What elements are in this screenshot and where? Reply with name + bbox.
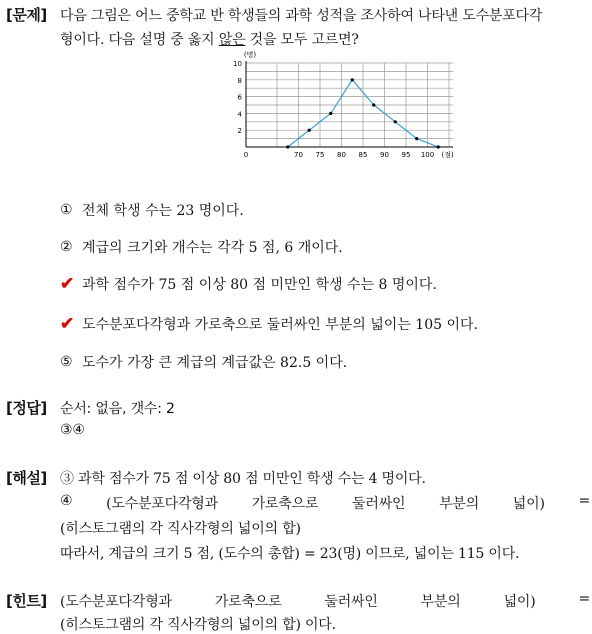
chart-labels bbox=[233, 50, 454, 159]
option-4-text: 도수분포다각형과 가로축으로 둘러싸인 부분의 넓이는 105 이다. bbox=[82, 317, 478, 333]
problem-underlined-word: 않은 bbox=[218, 32, 246, 48]
explanation-line-2 bbox=[60, 493, 590, 513]
y-tick-label: 6 bbox=[237, 93, 242, 102]
hint-word: = bbox=[578, 591, 590, 607]
x-tick-label: 90 bbox=[380, 151, 389, 159]
y-tick-label: 10 bbox=[233, 60, 242, 68]
problem-line-2 bbox=[60, 29, 359, 49]
hint-line-1 bbox=[60, 591, 590, 611]
option-3-text: 과학 점수가 75 점 이상 80 점 미만인 학생 수는 8 명이다. bbox=[82, 277, 437, 293]
hint-word: 부분의 bbox=[420, 594, 461, 610]
problem-line-2-post: 것을 모두 고르면? bbox=[245, 32, 359, 48]
hint-word: (도수분포다각형과 bbox=[60, 594, 172, 610]
data-point bbox=[308, 129, 311, 132]
x-tick-label: 80 bbox=[337, 151, 346, 159]
y-tick-label: 8 bbox=[237, 76, 242, 85]
explanation-word: 부분의 bbox=[439, 496, 480, 512]
explanation-word: 둘러싸인 bbox=[352, 496, 406, 512]
explanation-line-1: ③ 과학 점수가 75 점 이상 80 점 미만인 학생 수는 4 명이다. bbox=[60, 471, 426, 487]
option-5 bbox=[60, 352, 347, 372]
x-tick-label: 100 bbox=[420, 151, 435, 159]
explanation-line-3: (히스토그램의 각 직사각형의 넓이의 합) bbox=[60, 521, 301, 537]
data-point bbox=[286, 145, 289, 148]
option-1-marker: ① bbox=[60, 202, 73, 218]
explanation-word: = bbox=[578, 493, 590, 509]
y-tick-label: 2 bbox=[237, 127, 242, 136]
x-tick-label: 0 bbox=[243, 151, 249, 159]
hint-tag: [힌트] bbox=[6, 592, 47, 610]
frequency-polygon-chart bbox=[228, 50, 454, 160]
answer-line-2: ③④ bbox=[60, 422, 85, 438]
x-tick-label: 95 bbox=[401, 151, 411, 159]
x-tick-label: 75 bbox=[315, 151, 325, 159]
data-point bbox=[351, 78, 354, 81]
explanation-word: ④ bbox=[60, 493, 73, 509]
problem-tag: [문제] bbox=[6, 6, 47, 24]
checkmark-icon: ✔ bbox=[60, 314, 75, 334]
hint-word: 둘러싸인 bbox=[324, 594, 378, 610]
option-1 bbox=[60, 200, 244, 220]
explanation-tag: [해설] bbox=[6, 469, 47, 487]
answer-tag: [정답] bbox=[6, 399, 47, 417]
option-2 bbox=[60, 237, 343, 257]
x-axis-label: (점) bbox=[441, 151, 454, 159]
data-point bbox=[437, 145, 440, 148]
option-4 bbox=[60, 314, 478, 334]
data-point bbox=[329, 112, 332, 115]
option-1-text: 전체 학생 수는 23 명이다. bbox=[82, 203, 244, 219]
y-tick-label: 4 bbox=[237, 110, 242, 119]
hint-word: 넓이) bbox=[503, 594, 536, 610]
x-tick-label: 85 bbox=[358, 151, 368, 159]
explanation-word: (도수분포다각형과 bbox=[106, 496, 218, 512]
data-point bbox=[372, 103, 375, 106]
data-point bbox=[415, 137, 418, 140]
y-axis-label: (명) bbox=[243, 51, 257, 59]
hint-word: 가로축으로 bbox=[214, 594, 282, 610]
explanation-word: 가로축으로 bbox=[251, 496, 319, 512]
problem-line-2-pre: 형이다. 다음 설명 중 옳지 bbox=[60, 32, 219, 48]
explanation-line-4: 따라서, 계급의 크기 5 점, (도수의 총합) = 23(명) 이므로, 넓이는 115 이다. bbox=[60, 546, 520, 562]
chart-grid bbox=[246, 63, 453, 147]
option-5-text: 도수가 가장 큰 계급의 계급값은 82.5 이다. bbox=[82, 355, 348, 371]
hint-line-2: (히스토그램의 각 직사각형의 넓이의 합) 이다. bbox=[60, 617, 336, 633]
option-2-text: 계급의 크기와 개수는 각각 5 점, 6 개이다. bbox=[82, 240, 343, 256]
answer-line-1: 순서: 없음, 갯수: 2 bbox=[60, 401, 175, 417]
checkmark-icon: ✔ bbox=[60, 274, 75, 294]
explanation-word: 넓이) bbox=[512, 496, 545, 512]
data-point bbox=[394, 120, 397, 123]
option-5-marker: ⑤ bbox=[60, 354, 73, 370]
option-3 bbox=[60, 274, 437, 294]
option-2-marker: ② bbox=[60, 239, 73, 255]
problem-line-1: 다음 그림은 어느 중학교 반 학생들의 과학 성적을 조사하여 나타낸 도수분포다각 bbox=[60, 8, 543, 24]
x-tick-label: 70 bbox=[294, 151, 303, 159]
